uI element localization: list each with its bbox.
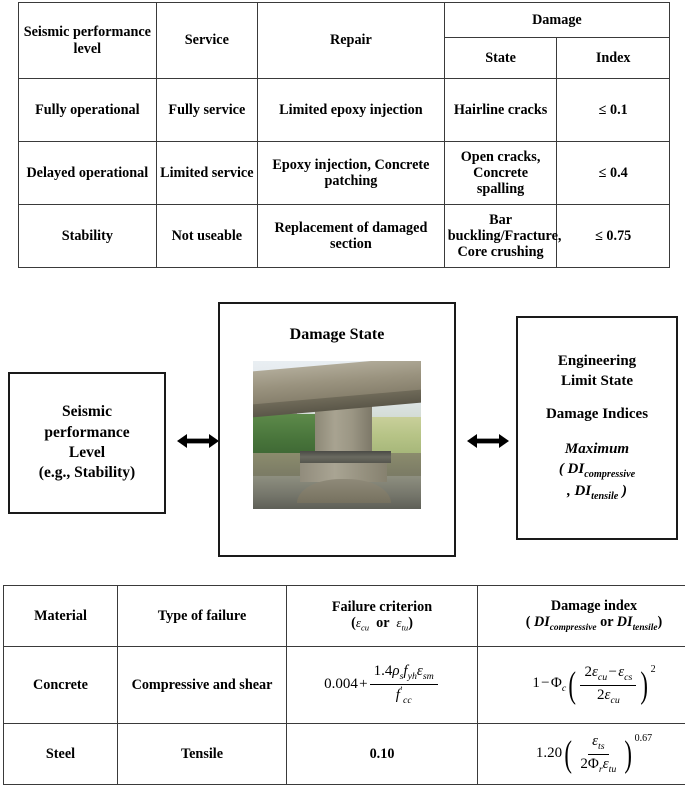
cell-failure-criterion-formula [287,647,478,724]
double-headed-arrow-icon [465,430,511,452]
left-box-line4: (e.g., Stability) [39,463,135,483]
table-row [19,142,670,205]
right-box-line3: Damage Indices [546,405,648,425]
di-tensile-subscript: tensile [591,491,618,502]
seismic-damage-relationship-diagram [0,290,685,570]
left-box-line3: Level [39,443,135,463]
table-row [4,647,685,724]
cell-state: Hairline cracks [444,79,557,142]
header-damage-index [478,586,685,647]
cell-repair: Limited epoxy injection [258,79,445,142]
formula-exponent: 2 [651,664,656,675]
header-damage-index-title: Damage index [481,598,685,614]
formula-fraction [576,733,620,775]
formula-fraction [580,664,636,706]
cell-type-of-failure: Tensile [118,724,287,785]
cell-state: Bar buckling/Fracture, Core crushing [444,205,557,268]
formula-lead-term: 0.004 + [324,676,367,693]
formula-lead-term: 1.20 [536,745,562,762]
di-compressive-prefix: ( DI [559,461,584,477]
header-failure-criterion [287,586,478,647]
seismic-performance-damage-table [18,2,670,268]
cell-service: Fully service [156,79,257,142]
damage-state-box [218,302,456,557]
left-paren: ( [564,743,572,766]
damaged-bridge-pier-photo [253,361,421,509]
table-header-row [19,3,670,38]
di-tensile-prefix: , DI [567,483,591,499]
cell-index: ≤ 0.1 [557,79,670,142]
cell-index: ≤ 0.4 [557,142,670,205]
header-damage-index-symbols: ( $DI_{compressive}$ or $DI_{tensile}$) [481,614,685,634]
table-row [19,79,670,142]
left-box-line2: performance [39,423,135,443]
header-repair: Repair [258,3,445,79]
formula-denominator: $f^’_{cc}$ [392,685,416,707]
cell-level: Fully operational [19,79,157,142]
left-paren: ( [569,674,577,697]
table-row [4,724,685,785]
left-box-line1: Seismic [39,402,135,422]
header-seismic-performance-level: Seismic performance level [19,3,157,79]
formula-fraction [370,663,438,706]
formula-lead-term: 1 − $\Phi_c$ [532,675,566,694]
failure-criterion-damage-index-table [3,585,685,785]
right-paren: ) [625,743,633,766]
right-box-di-compressive [559,459,635,482]
cell-damage-index-formula [478,724,685,785]
seismic-performance-level-box [8,372,166,514]
header-service: Service [156,3,257,79]
formula-exponent: 0.67 [635,733,653,744]
header-type-of-failure: Type of failure [118,586,287,647]
di-tensile-suffix: ) [618,483,627,499]
header-damage: Damage [444,3,669,38]
di-compressive-subscript: compressive [584,469,635,480]
cell-service: Limited service [156,142,257,205]
cell-index: ≤ 0.75 [557,205,670,268]
formula-numerator: $1.4\rho_sf_{yh}\varepsilon_{sm}$ [370,663,438,685]
cell-level: Stability [19,205,157,268]
header-failure-criterion-title: Failure criterion [290,599,474,615]
formula-numerator: $\varepsilon_{ts}$ [588,733,609,755]
right-box-line1: Engineering [558,352,636,372]
cell-repair: Replacement of damaged section [258,205,445,268]
right-box-maximum: Maximum [565,439,629,459]
header-damage-state: State [444,38,557,79]
cell-material: Concrete [4,647,118,724]
cell-service: Not useable [156,205,257,268]
header-failure-criterion-symbols: ($\varepsilon_{cu}$ or $\varepsilon_{tu}$) [290,615,474,633]
cell-type-of-failure: Compressive and shear [118,647,287,724]
table-row [19,205,670,268]
header-damage-index: Index [557,38,670,79]
formula-denominator: $2\Phi_r\varepsilon_{tu}$ [576,755,620,776]
right-box-di-tensile [567,481,627,504]
cell-damage-index-formula [478,647,685,724]
cell-level: Delayed operational [19,142,157,205]
right-box-line2: Limit State [561,372,633,392]
cell-material: Steel [4,724,118,785]
cell-repair: Epoxy injection, Concrete patching [258,142,445,205]
right-paren: ) [641,674,649,697]
cell-failure-criterion-value: 0.10 [287,724,478,785]
engineering-limit-state-box [516,316,678,540]
formula-numerator: $2\varepsilon_{cu}$ − $\varepsilon_{cs}$ [580,664,636,686]
formula-denominator: $2\varepsilon_{cu}$ [593,686,624,707]
table-header-row [4,586,685,647]
cell-state: Open cracks, Concrete spalling [444,142,557,205]
damage-state-title: Damage State [220,326,454,344]
double-headed-arrow-icon [175,430,221,452]
header-material: Material [4,586,118,647]
